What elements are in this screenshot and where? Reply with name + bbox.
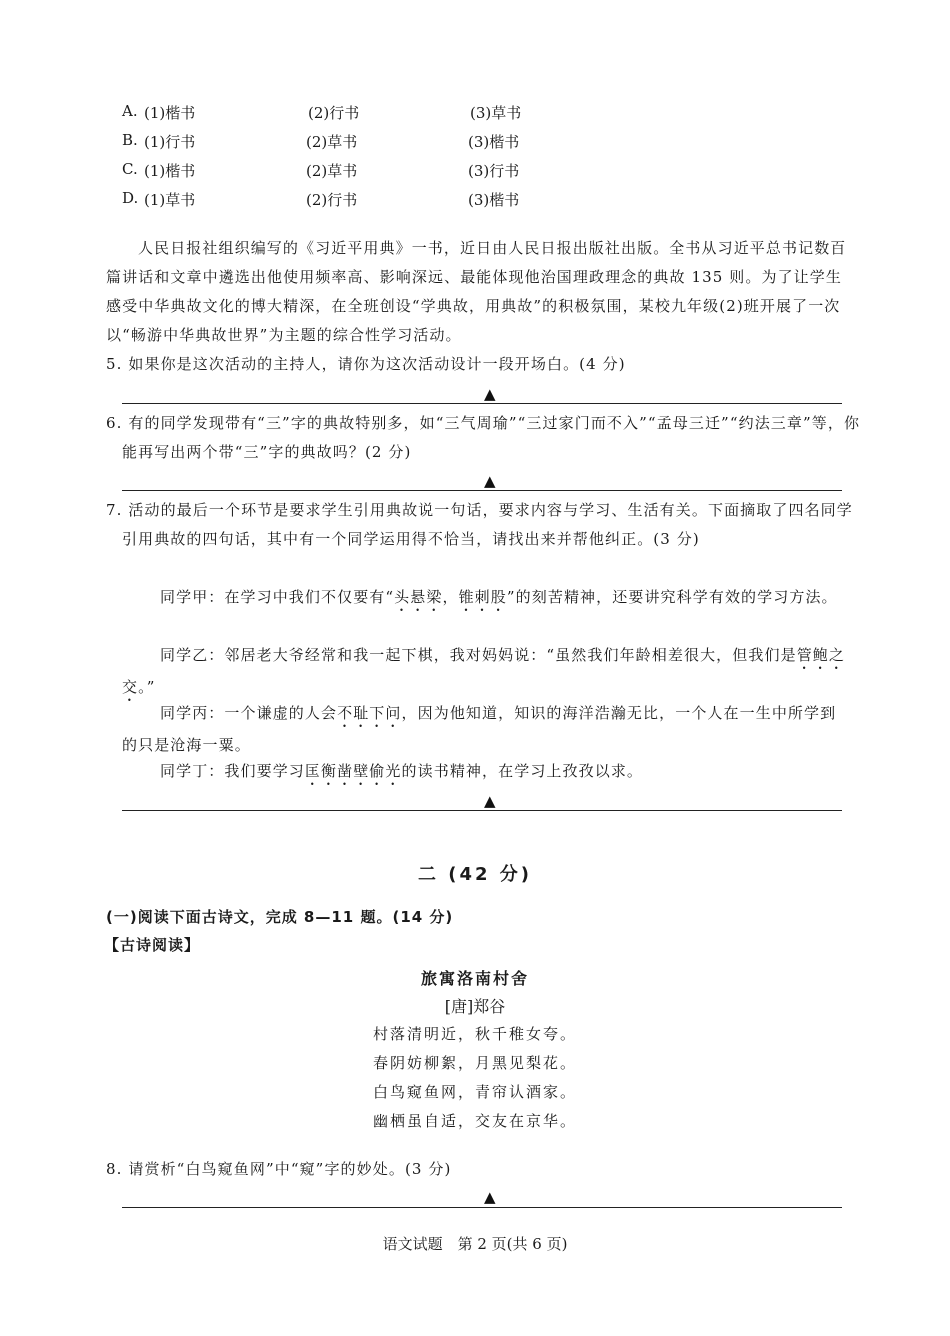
poem-line: 白鸟窥鱼网，青帘认酒家。: [372, 1083, 577, 1101]
student-ding-idiom: 匡衡凿壁偷光: [304, 762, 402, 780]
option-letter: B.: [122, 131, 138, 149]
question-7: 7. 活动的最后一个环节是要求学生引用典故说一句话，要求内容与学习、生活有关。下面摘取了四名同学引用典故的四句话，其中有一个同学运用得不恰当，请找出来并帮他纠正。(3 分): [106, 501, 853, 548]
option-part-2: (2)草书: [306, 133, 358, 151]
student-jia-text-2: ”的刻苦精神，还要讲究科学有效的学习方法。: [506, 588, 838, 606]
student-yi: [122, 641, 848, 705]
option-c: [122, 160, 722, 184]
student-yi-text-1: 同学乙：邻居老大爷经常和我一起下棋，我对妈妈说：“虽然我们年龄相差很大，但我们是: [160, 646, 797, 664]
student-ding-text-1: 同学丁：我们要学习: [160, 762, 305, 780]
poem-line: 幽栖虽自适，交友在京华。: [372, 1112, 577, 1130]
student-bing-idiom: 不耻下问: [337, 704, 402, 722]
option-part-1: (1)草书: [144, 191, 196, 209]
part-1-title: (一)阅读下面古诗文，完成 8—11 题。(14 分): [106, 908, 454, 926]
poem-line: 村落清明近，秋千稚女夸。: [372, 1025, 577, 1043]
question-6: 6. 有的同学发现带有“三”字的典故特别多，如“三气周瑜”“三过家门而不入”“孟母三迁”“约法三章”等，你能再写出两个带“三”字的典故吗？(2 分): [106, 414, 861, 461]
option-part-3: (3)行书: [468, 162, 520, 180]
option-part-2: (2)行书: [306, 191, 358, 209]
page-footer: 语文试题 第 2 页(共 6 页): [382, 1235, 568, 1253]
option-letter: C.: [122, 160, 138, 178]
student-ding-text-2: 的读书精神，在学习上孜孜以求。: [401, 762, 644, 780]
option-b: [122, 131, 722, 155]
question-5: 5. 如果你是这次活动的主持人，请你为这次活动设计一段开场白。(4 分): [106, 355, 626, 373]
student-jia-idiom: 头悬梁，锥刺股: [394, 588, 507, 606]
student-bing-text-2: ，因为他知道，知识的海洋浩瀚无比，一个人在一生中所学到的只是沧海一粟。: [122, 704, 837, 754]
answer-marker: ▲: [484, 472, 496, 490]
option-part-1: (1)楷书: [144, 162, 196, 180]
option-letter: D.: [122, 189, 139, 207]
option-part-1: (1)行书: [144, 133, 196, 151]
option-letter: A.: [122, 102, 138, 120]
student-bing: [122, 699, 848, 760]
question-8: 8. 请赏析“白鸟窥鱼网”中“窥”字的妙处。(3 分): [106, 1160, 452, 1178]
student-yi-text-2: 。”: [138, 678, 156, 696]
answer-marker: ▲: [484, 385, 496, 403]
answer-marker: ▲: [484, 1188, 496, 1206]
activity-intro: 人民日报社组织编写的《习近平用典》一书，近日由人民日报出版社出版。全书从习近平总书记数百篇讲话和文章中遴选出他使用频率高、影响深远、最能体现他治国理政理念的典故 135 则。为了让学生感受中华典故文化的博大精深，在全班创设“学典故，用典故”的积极氛围，某校九年级(2)班开展了一次以“畅游中华典故世界”为主题的综合性学习活动。: [106, 239, 847, 344]
student-yi-idiom: 管鲍之交: [122, 646, 845, 696]
option-a: [122, 102, 722, 126]
student-jia: [122, 583, 848, 615]
option-d: [122, 189, 722, 213]
option-part-3: (3)草书: [470, 104, 522, 122]
option-part-3: (3)楷书: [468, 133, 520, 151]
option-part-3: (3)楷书: [468, 191, 520, 209]
option-part-1: (1)楷书: [144, 104, 196, 122]
answer-line: [122, 403, 842, 404]
answer-marker: ▲: [484, 792, 496, 810]
answer-line: [122, 1207, 842, 1208]
answer-line: [122, 490, 842, 491]
poem-section-title: 【古诗阅读】: [104, 936, 201, 954]
poem-line: 春阴妨柳絮，月黑见梨花。: [372, 1054, 577, 1072]
poem-title: 旅寓洛南村舍: [420, 969, 529, 988]
student-ding: [122, 757, 848, 789]
student-jia-text-1: 同学甲：在学习中我们不仅要有“: [160, 588, 395, 606]
option-part-2: (2)草书: [306, 162, 358, 180]
answer-line: [122, 810, 842, 811]
option-part-2: (2)行书: [308, 104, 360, 122]
section-2-title: 二 (42 分): [417, 864, 533, 885]
poem-author: [唐]郑谷: [444, 997, 506, 1016]
student-bing-text-1: 同学丙：一个谦虚的人会: [160, 704, 338, 722]
